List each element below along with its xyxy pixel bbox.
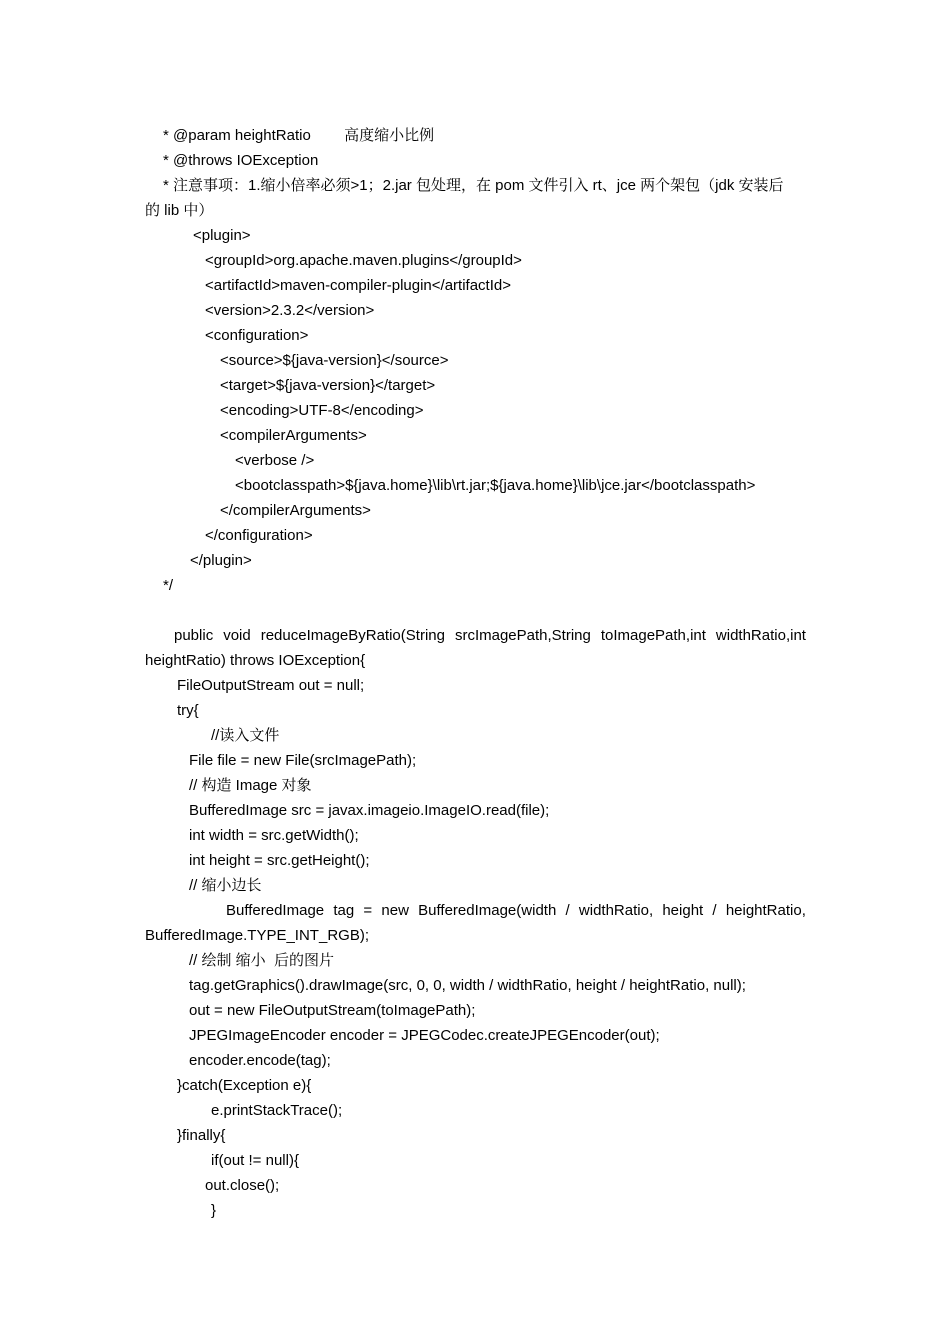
code-comment: // 缩小边长 [189,877,262,894]
method-signature-line [174,626,806,646]
decl-token: height [662,902,704,919]
xml-version: <version>2.3.2</version> [205,302,375,319]
buffered-image-decl-continuation: BufferedImage.TYPE_INT_RGB); [145,927,369,944]
javadoc-note-line: * 注意事项：1.缩小倍率必须>1；2.jar 包处理，在 pom 文件引入 rt、jce 两个架包（jdk 安装后 [163,177,784,194]
signature-word: public [174,627,214,644]
code-comment: // 绘制 缩小 后的图片 [189,952,335,969]
xml-plugin-open: <plugin> [193,227,251,244]
decl-token: = [363,902,373,919]
xml-verbose: <verbose /> [235,452,315,469]
signature-word: srcImagePath,String [454,627,591,644]
code-line: if(out != null){ [211,1152,299,1169]
signature-word: widthRatio,int [715,627,806,644]
xml-target: <target>${java-version}</target> [220,377,436,394]
code-line: File file = new File(srcImagePath); [189,752,417,769]
code-line: encoder.encode(tag); [189,1052,331,1069]
code-line: }catch(Exception e){ [177,1077,312,1094]
xml-configuration-open: <configuration> [205,327,309,344]
signature-word: void [223,627,251,644]
code-line: BufferedImage src = javax.imageio.ImageIO.read(file); [189,802,550,819]
decl-token: / [712,902,717,919]
javadoc-note-continuation: 的 lib 中） [145,202,214,219]
decl-token: new [381,902,409,919]
xml-plugin-close: </plugin> [190,552,252,569]
code-line: tag.getGraphics().drawImage(src, 0, 0, width / widthRatio, height / heightRatio, null); [189,977,746,994]
code-line: FileOutputStream out = null; [177,677,365,694]
decl-token: / [565,902,570,919]
xml-compiler-arguments-close: </compilerArguments> [220,502,371,519]
xml-artifact-id: <artifactId>maven-compiler-plugin</artifactId> [205,277,511,294]
xml-bootclasspath: <bootclasspath>${java.home}\lib\rt.jar;${java.home}\lib\jce.jar</bootclasspath> [235,477,756,494]
javadoc-param-line: * @param heightRatio 高度缩小比例 [163,127,435,144]
code-comment: //读入文件 [211,727,280,744]
code-line: int width = src.getWidth(); [189,827,359,844]
javadoc-throws-line: * @throws IOException [163,152,319,169]
code-line: try{ [177,702,199,719]
xml-source: <source>${java-version}</source> [220,352,449,369]
code-line: int height = src.getHeight(); [189,852,370,869]
signature-word: reduceImageByRatio(String [260,627,445,644]
decl-token: BufferedImage(width [418,902,557,919]
code-line: out = new FileOutputStream(toImagePath); [189,1002,476,1019]
decl-token: tag [333,902,355,919]
code-line: } [211,1202,217,1219]
signature-word: toImagePath,int [600,627,706,644]
code-line: out.close(); [205,1177,280,1194]
comment-close: */ [163,577,174,594]
decl-token: widthRatio, [578,902,654,919]
decl-token: heightRatio, [725,902,806,919]
code-line: e.printStackTrace(); [211,1102,343,1119]
decl-token: BufferedImage [226,902,325,919]
code-comment: // 构造 Image 对象 [189,777,312,794]
xml-compiler-arguments-open: <compilerArguments> [220,427,367,444]
method-signature-continuation: heightRatio) throws IOException{ [145,652,366,669]
xml-encoding: <encoding>UTF-8</encoding> [220,402,424,419]
xml-configuration-close: </configuration> [205,527,313,544]
buffered-image-decl-line [226,901,806,921]
xml-group-id: <groupId>org.apache.maven.plugins</groupId> [205,252,522,269]
code-line: }finally{ [177,1127,226,1144]
code-line: JPEGImageEncoder encoder = JPEGCodec.createJPEGEncoder(out); [189,1027,660,1044]
